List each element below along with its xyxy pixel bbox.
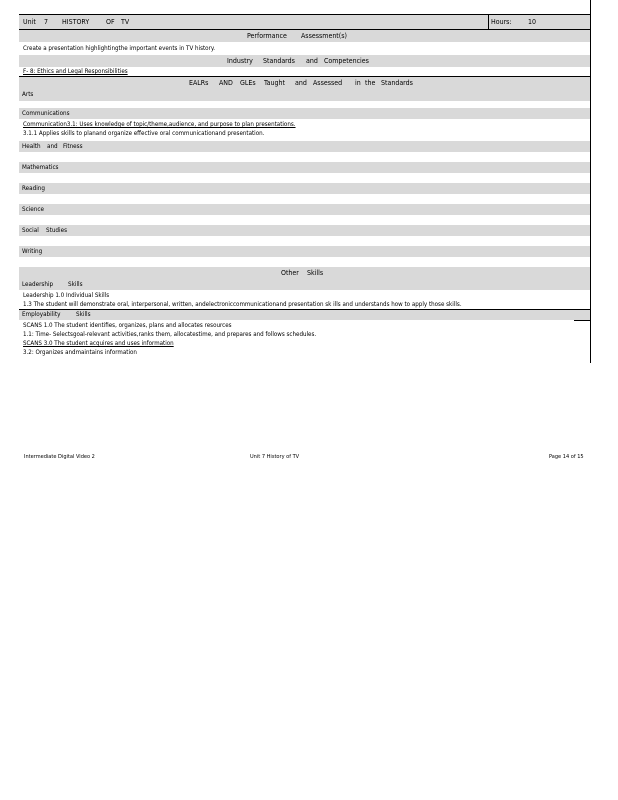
spacer [19,101,591,108]
industry-heading-row [19,55,591,67]
ealrs-h1: EALRs [189,79,209,87]
communications-row [19,108,591,119]
ealrs-h8: the [365,79,376,87]
unit-label: Unit [23,18,36,26]
industry-item: F- 8: Ethics and Legal Responsibilities [23,68,128,75]
mathematics-row [19,162,591,173]
social-label: Social [22,227,39,234]
leadership-standard: Leadership 1.0 Individual Skills [23,292,110,299]
reading-label: Reading [22,185,45,192]
performance-text: Create a presentation highlightingthe important events in TV history. [23,45,216,52]
footer-center: Unit 7 History of TV [250,454,300,460]
unit-title-word-3: TV [121,18,130,26]
health-label-3: Fitness [63,143,83,150]
communications-lines [19,119,591,141]
leadership-lines [19,290,591,310]
leadership-label: Leadership [22,281,54,288]
social-label-2: Studies [46,227,68,234]
ealrs-h7: in [355,79,361,87]
other-heading: Other [281,269,299,277]
ealrs-h5: and [295,79,307,87]
ealrs-h4: Taught [264,79,285,87]
social-studies-row [19,225,591,236]
writing-row [19,246,591,257]
hours-value: 10 [528,18,537,26]
performance-heading-2: Assessment(s) [301,32,347,40]
unit-title-word-2: OF [106,18,115,26]
employability-lines [19,320,591,360]
industry-heading-3: and [306,57,318,65]
employability-label: Employability [22,311,61,318]
performance-text-row [19,42,591,55]
spacer [19,236,591,246]
ealrs-h2: AND [219,79,233,87]
health-label-2: and [47,143,58,150]
performance-heading: Performance [247,32,287,40]
writing-label: Writing [22,248,43,255]
spacer [19,173,591,183]
footer-left: Intermediate Digital Video 2 [24,454,95,460]
employability-right-rule [574,320,591,321]
page-right-rule [590,0,591,363]
unit-number: 7 [44,18,49,26]
scans-1-1: 1.1: Time- Selectsgoal-relevant activities,ranks them, allocatestime, and prepares and follows schedules. [23,331,317,338]
unit-title-word-1: HISTORY [62,18,90,26]
science-label: Science [22,206,44,213]
industry-item-row [19,67,591,77]
industry-heading-4: Competencies [324,57,369,65]
health-label: Health [22,143,41,150]
spacer [19,257,591,267]
arts-label: Arts [22,91,34,98]
science-row [19,204,591,215]
leadership-sub-standard: 1.3 The student will demonstrate oral, interpersonal, written, andelectroniccommunicationand presentation sk ills and understands how to apply those skills. [23,301,462,308]
comm-sub-standard: 3.1.1 Applies skills to planand organize effective oral communicationand presentation. [23,130,265,137]
hours-divider [488,15,489,29]
hours-label: Hours: [491,18,512,26]
employability-row [19,310,591,320]
spacer [19,152,591,162]
scans-1: SCANS 1.0 The student identifies, organizes, plans and allocates resources [23,322,232,329]
scans-3-2: 3.2: Organizes andmaintains information [23,349,137,356]
scans-3: SCANS 3.0 The student acquires and uses information [23,340,174,347]
ealrs-h6: Assessed [313,79,343,87]
leadership-label-2: Skills [68,281,83,288]
industry-heading-2: Standards [263,57,295,65]
reading-row [19,183,591,194]
ealrs-h9: Standards [381,79,413,87]
footer-right: Page 14 of 15 [549,454,584,460]
spacer [19,194,591,204]
industry-heading: Industry [227,57,253,65]
employability-label-2: Skills [76,311,91,318]
communications-label: Communications [22,110,70,117]
health-row [19,141,591,152]
performance-heading-row [19,30,591,42]
spacer [19,215,591,225]
other-skills-row [19,267,591,290]
mathematics-label: Mathematics [22,164,59,171]
comm-standard: Communication3.1: Uses knowledge of topic/theme,audience, and purpose to plan presentations. [23,121,296,128]
ealrs-heading-row [19,77,591,101]
document-page [19,14,591,360]
other-heading-2: Skills [307,269,324,277]
unit-header-row [19,14,591,30]
ealrs-h3: GLEs [240,79,256,87]
